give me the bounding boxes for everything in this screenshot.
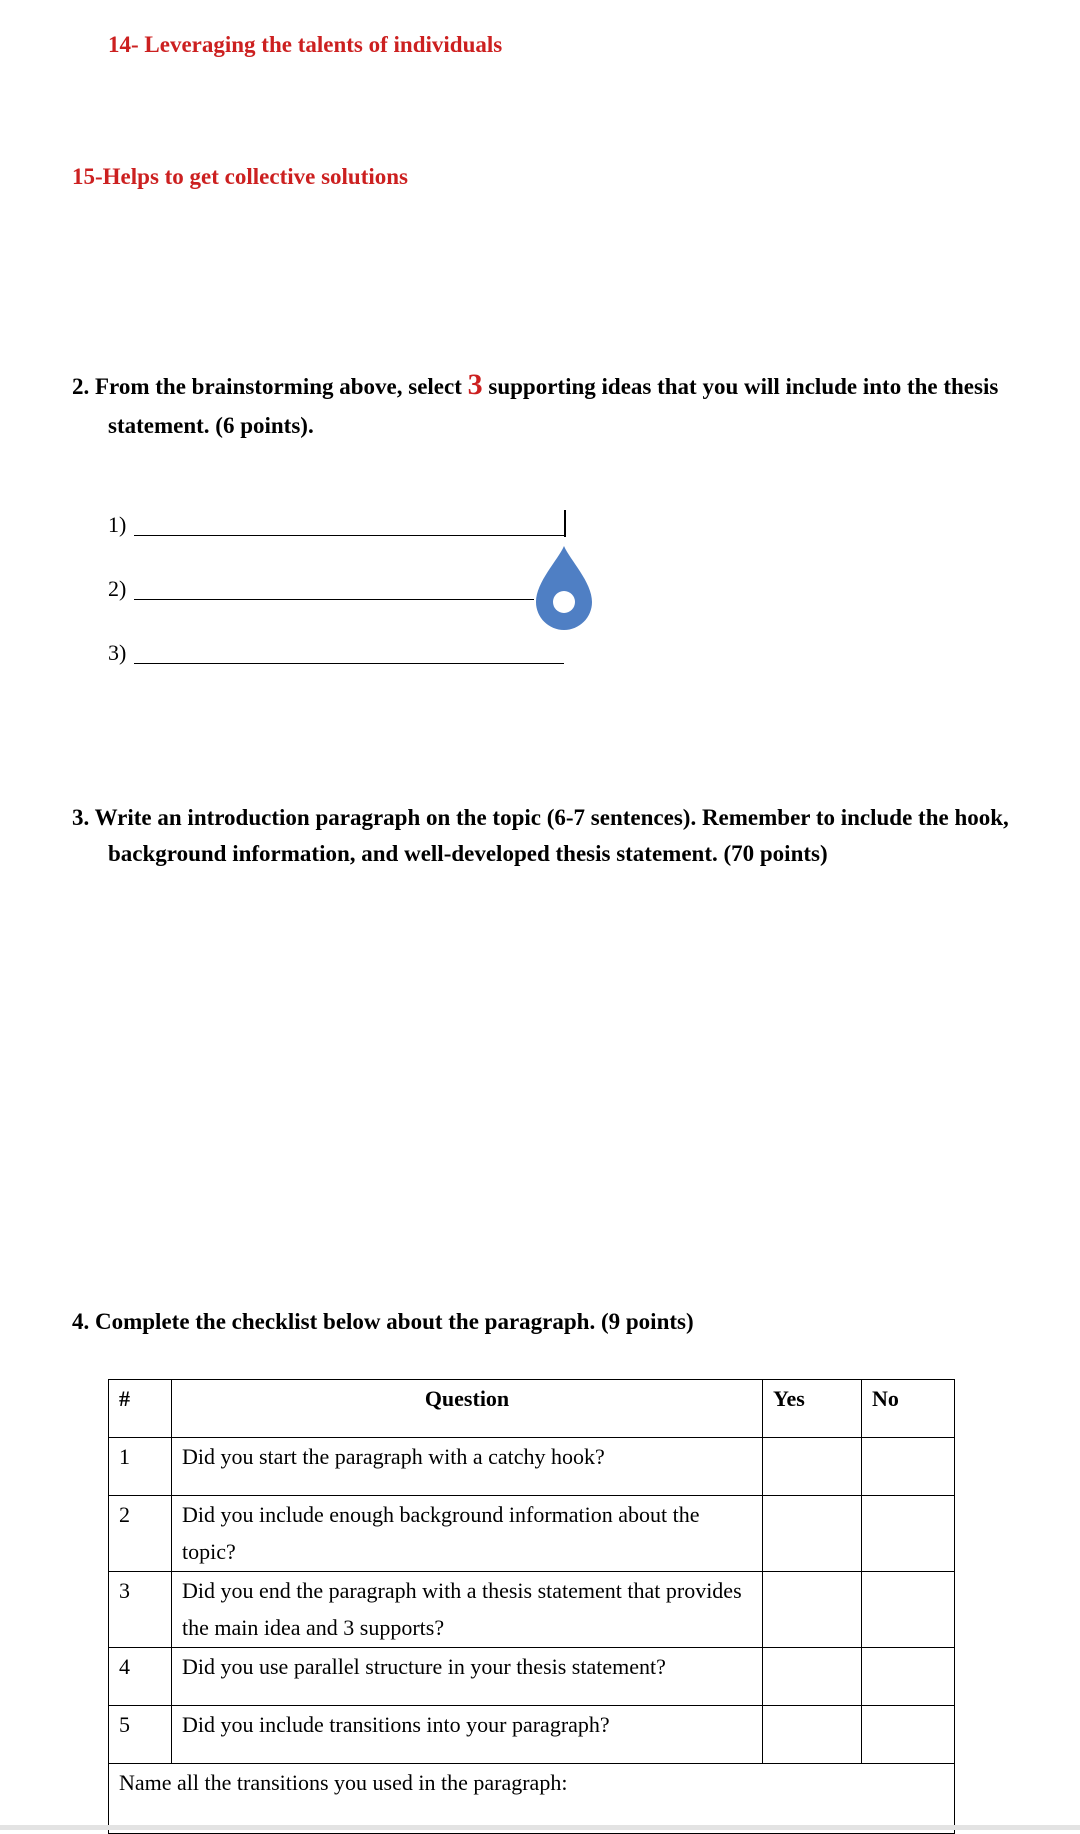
- row-question: Did you use parallel structure in your thesis statement?: [172, 1648, 763, 1706]
- blank-label-2: 2): [108, 576, 127, 601]
- no-cell[interactable]: [862, 1706, 955, 1764]
- yes-cell[interactable]: [763, 1706, 862, 1764]
- list-item-14: 14- Leveraging the talents of individuals: [108, 32, 503, 57]
- blank-line-1[interactable]: [134, 535, 564, 536]
- table-row: [109, 1648, 955, 1706]
- header-question: Question: [172, 1380, 763, 1438]
- blank-label-3: 3): [108, 640, 127, 665]
- transitions-prompt[interactable]: Name all the transitions you used in the paragraph:: [109, 1764, 955, 1834]
- text-selection-handle-icon[interactable]: [534, 544, 594, 634]
- row-number: 5: [109, 1706, 172, 1764]
- bottom-scroll-edge: [0, 1825, 1080, 1830]
- table-footer-row: [109, 1764, 955, 1834]
- no-cell[interactable]: [862, 1438, 955, 1496]
- table-header-row: [109, 1380, 955, 1438]
- blank-line-3[interactable]: [134, 663, 564, 664]
- row-number: 1: [109, 1438, 172, 1496]
- yes-cell[interactable]: [763, 1438, 862, 1496]
- yes-cell[interactable]: [763, 1648, 862, 1706]
- table-row: [109, 1706, 955, 1764]
- table-row: [109, 1438, 955, 1496]
- question-3-line2: background information, and well-developed thesis statement. (70 points): [108, 841, 828, 866]
- no-cell[interactable]: [862, 1496, 955, 1572]
- header-no: No: [862, 1380, 955, 1438]
- question-3-line1: 3. Write an introduction paragraph on the topic (6-7 sentences). Remember to include the hook,: [72, 805, 1009, 830]
- row-question: Did you include transitions into your paragraph?: [172, 1706, 763, 1764]
- highlight-number: 3: [467, 368, 483, 401]
- table-row: [109, 1572, 955, 1648]
- header-number: #: [109, 1380, 172, 1438]
- no-cell[interactable]: [862, 1648, 955, 1706]
- row-number: 3: [109, 1572, 172, 1648]
- question-2-line2: statement. (6 points).: [108, 413, 314, 438]
- header-yes: Yes: [763, 1380, 862, 1438]
- text-cursor-caret: [564, 510, 566, 537]
- row-question: Did you end the paragraph with a thesis statement that provides the main idea and 3 supports?: [172, 1572, 763, 1648]
- list-item-15: 15-Helps to get collective solutions: [72, 164, 409, 189]
- blank-line-2[interactable]: [134, 599, 534, 600]
- question-2-line1: 2. From the brainstorming above, select 3 supporting ideas that you will include into the thesis: [72, 368, 999, 401]
- row-number: 2: [109, 1496, 172, 1572]
- question-4: 4. Complete the checklist below about the paragraph. (9 points): [72, 1309, 694, 1334]
- table-row: [109, 1496, 955, 1572]
- checklist-table: [108, 1379, 955, 1834]
- no-cell[interactable]: [862, 1572, 955, 1648]
- row-question: Did you include enough background information about the topic?: [172, 1496, 763, 1572]
- yes-cell[interactable]: [763, 1496, 862, 1572]
- yes-cell[interactable]: [763, 1572, 862, 1648]
- row-question: Did you start the paragraph with a catchy hook?: [172, 1438, 763, 1496]
- question-3: [72, 800, 1072, 872]
- blank-label-1: 1): [108, 512, 127, 537]
- question-2: [72, 365, 1062, 445]
- row-number: 4: [109, 1648, 172, 1706]
